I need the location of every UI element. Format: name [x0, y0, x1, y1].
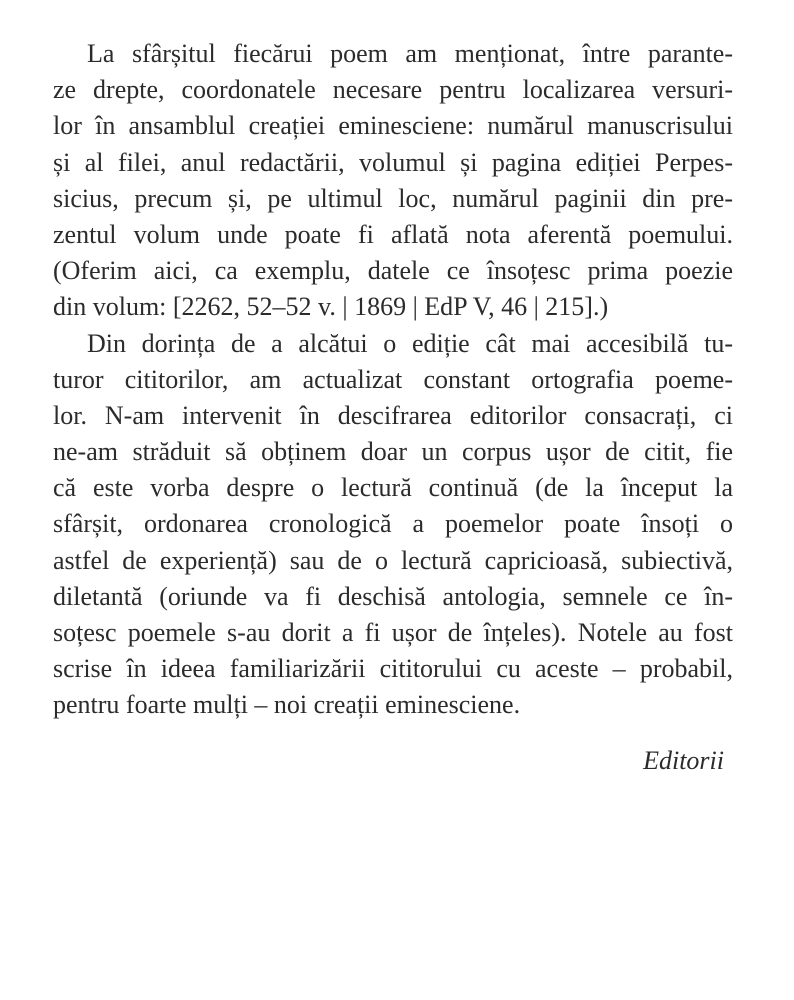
text-line: lor. N-am intervenit în descifrarea editorilor consacrați, ci [53, 400, 733, 430]
text-line: (Oferim aici, ca exemplu, datele ce însoțesc prima poezie [53, 256, 733, 286]
text-line: ze drepte, coordonatele necesare pentru localizarea versuri- [53, 75, 733, 105]
text-line: sicius, precum și, pe ultimul loc, numărul paginii din pre- [53, 183, 733, 213]
text-line: zentul volum unde poate fi aflată nota aferentă poemului. [53, 219, 733, 249]
text-line: diletantă (oriunde va fi deschisă antologia, semnele ce în- [53, 581, 733, 611]
paragraph-1 [53, 36, 733, 326]
text-line: La sfârșitul fiecărui poem am menționat, între parante- [87, 39, 733, 68]
text-line: lor în ansamblul creației eminesciene: numărul manuscrisului [53, 111, 733, 141]
text-line: sfârșit, ordonarea cronologică a poemelor poate însoți o [53, 509, 733, 539]
text-line: Din dorința de a alcătui o ediție cât mai accesibilă tu- [87, 328, 733, 358]
text-line: astfel de experiență) sau de o lectură capricioasă, subiectivă, [53, 545, 733, 575]
text-line: pentru foarte mulți – noi creații eminesciene. [53, 690, 521, 720]
text-line: ne-am străduit să obținem doar un corpus ușor de citit, fie [53, 437, 733, 467]
text-line: turor cititorilor, am actualizat constant ortografia poeme- [53, 364, 733, 394]
text-line: scrise în ideea familiarizării cititorului cu aceste – probabil, [53, 654, 733, 684]
text-line: din volum: [2262, 52–52 v. | 1869 | EdP V, 46 | 215].) [53, 292, 609, 322]
body-text [53, 36, 733, 724]
text-line: și al filei, anul redactării, volumul și pagina ediției Perpes- [53, 147, 733, 177]
text-line: că este vorba despre o lectură continuă (de la început la [53, 473, 733, 503]
signature: Editorii [643, 746, 724, 775]
paragraph-2 [53, 326, 733, 724]
text-line: soțesc poemele s-au dorit a fi ușor de înțeles). Notele au fost [53, 618, 733, 647]
